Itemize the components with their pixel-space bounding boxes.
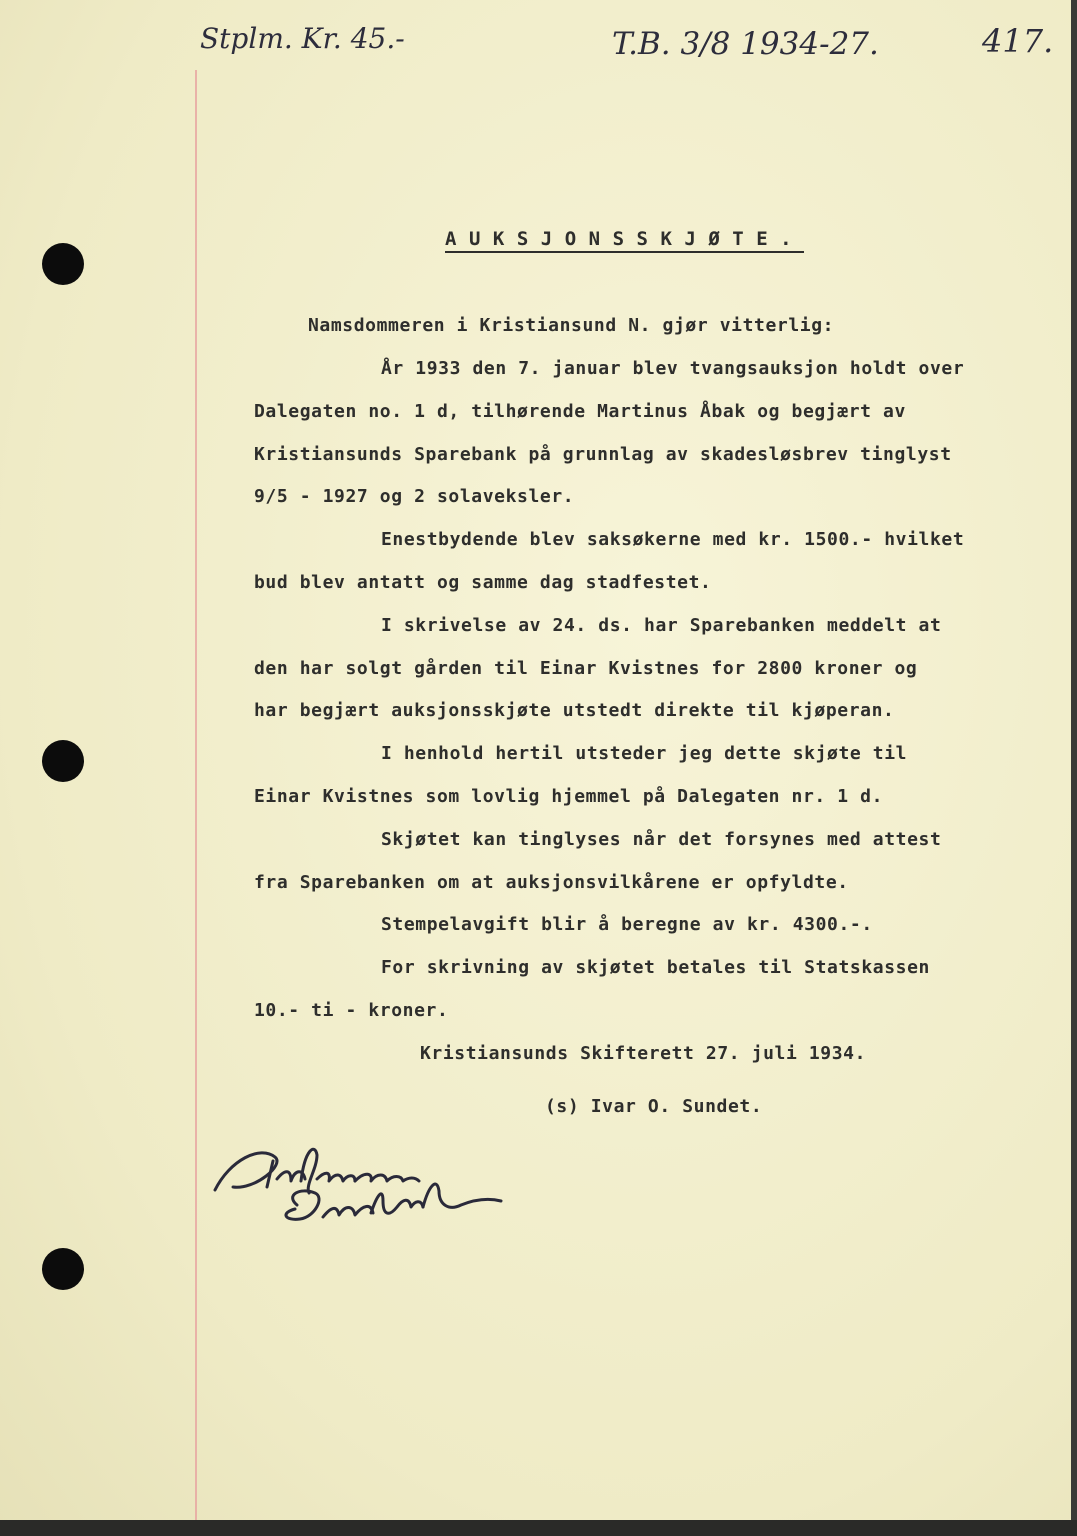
text-line-8: I skrivelse av 24. ds. har Sparebanken meddelt at	[381, 615, 942, 636]
handwritten-signature	[205, 1135, 515, 1230]
scan-edge-right	[1071, 0, 1077, 1536]
text-line-18: Kristiansunds Skifterett 27. juli 1934.	[420, 1043, 867, 1064]
text-line-15: Stempelavgift blir å beregne av kr. 4300.-.	[381, 914, 873, 935]
signature-typed: (s) Ivar O. Sundet.	[545, 1096, 763, 1117]
text-line-11: I henhold hertil utsteder jeg dette skjøte til	[381, 743, 908, 764]
text-line-2: År 1933 den 7. januar blev tvangsauksjon holdt over	[381, 358, 965, 379]
document-title: AUKSJONSSKJØTE.	[445, 228, 804, 253]
page-number: 417.	[982, 22, 1054, 60]
text-line-5: 9/5 - 1927 og 2 solaveksler.	[254, 486, 575, 507]
text-line-17: 10.- ti - kroner.	[254, 1000, 449, 1021]
text-line-7: bud blev antatt og samme dag stadfestet.	[254, 572, 712, 593]
text-line-13: Skjøtet kan tinglyses når det forsynes med attest	[381, 829, 942, 850]
punch-hole-middle	[42, 740, 84, 782]
text-line-9: den har solgt gården til Einar Kvistnes for 2800 kroner og	[254, 658, 918, 679]
punch-hole-top	[42, 243, 84, 285]
text-line-16: For skrivning av skjøtet betales til Statskassen	[381, 957, 930, 978]
text-line-6: Enestbydende blev saksøkerne med kr. 1500.- hvilket	[381, 529, 965, 550]
text-line-1: Namsdommeren i Kristiansund N. gjør vitterlig:	[308, 315, 835, 336]
text-line-10: har begjært auksjonsskjøte utstedt direkte til kjøperan.	[254, 700, 895, 721]
margin-line	[195, 70, 197, 1522]
text-line-4: Kristiansunds Sparebank på grunnlag av skadesløsbrev tinglyst	[254, 444, 952, 465]
punch-hole-bottom	[42, 1248, 84, 1290]
registration-note: T.B. 3/8 1934-27.	[612, 26, 879, 62]
text-line-12: Einar Kvistnes som lovlig hjemmel på Dalegaten nr. 1 d.	[254, 786, 884, 807]
stamp-fee-note: Stplm. Kr. 45.-	[200, 22, 405, 55]
scan-edge-bottom	[0, 1520, 1077, 1536]
text-line-14: fra Sparebanken om at auksjonsvilkårene er opfyldte.	[254, 872, 849, 893]
text-line-3: Dalegaten no. 1 d, tilhørende Martinus Åbak og begjært av	[254, 401, 906, 422]
